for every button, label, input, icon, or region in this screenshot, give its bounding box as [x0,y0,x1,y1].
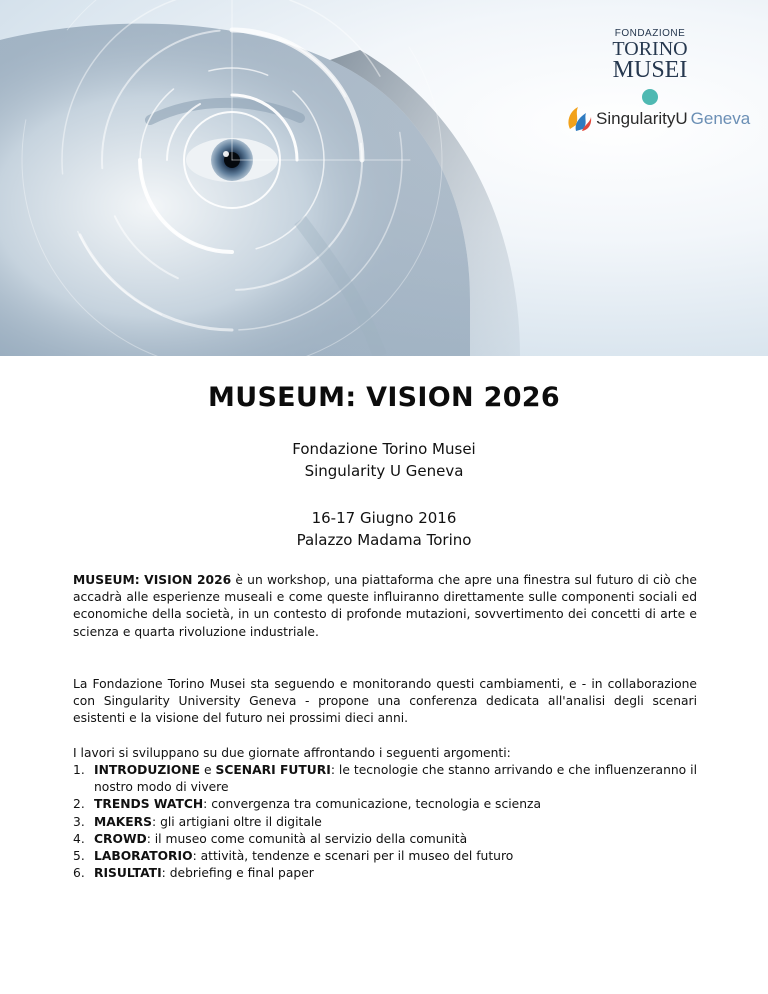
list-item-number: 3. [73,814,85,829]
list-item-title-2: SCENARI FUTURI [215,763,331,777]
hero-banner [0,0,768,356]
intro-paragraph-text: è un workshop, una piattaforma che apre una finestra sul futuro di ciò che accadrà alle esperienze museali e come queste influiranno direttamente sulle componenti sociali ed economiche della società, in un contesto di profonde mutazioni, sovvertimento dei concetti di arte e scienza e quarta rivoluzione industriale. [73,573,697,639]
singularity-name: SingularityU [596,109,688,128]
singularity-city: Geneva [690,109,751,128]
topics-intro-line: I lavori si sviluppano su due giornate affrontando i seguenti argomenti: [73,746,511,760]
list-item-text: : attività, tendenze e scenari per il museo del futuro [192,849,514,864]
list-item-title: TRENDS WATCH [94,797,204,812]
list-item-title: MAKERS [94,814,153,829]
singularityu-geneva-logo [566,104,750,134]
list-item-joiner: e [200,763,216,777]
list-item-title: LABORATORIO [94,849,193,864]
intro-paragraph [73,572,697,641]
list-item [73,814,697,831]
intro-paragraph-bold: MUSEUM: VISION 2026 [73,573,232,587]
event-dates: 16-17 Giugno 2016 [311,509,457,527]
page-title: MUSEUM: VISION 2026 [208,382,560,413]
list-item-number: 1. [73,763,85,777]
list-item-text: : convergenza tra comunicazione, tecnologia e scienza [203,797,541,812]
singularity-flame-icon [566,105,592,133]
list-item-title: INTRODUZIONE [94,763,201,777]
logo-torino-line: TORINO [612,38,688,60]
list-item-number: 4. [73,831,85,846]
list-item-text: : le tecnologie che stanno arrivando e che influenzeranno il nostro modo di vivere [94,763,697,795]
list-item-text: : gli artigiani oltre il digitale [152,814,322,829]
list-item [73,848,697,865]
organizer-line-1: Fondazione Torino Musei [292,440,476,458]
event-info-block [0,507,768,551]
list-item [73,796,697,813]
list-item [73,865,697,882]
logo-fondazione-line: FONDAZIONE [614,28,686,39]
logo-dot-icon [642,89,658,105]
organizers-block [0,438,768,482]
collaboration-paragraph: La Fondazione Torino Musei sta seguendo e monitorando questi cambiamenti, e - in collaborazione con Singularity University Geneva - propone una conferenza dedicata all'analisi degli scenari esistenti e la visione del futuro nei prossimi dieci anni. [73,677,697,726]
list-item-title: CROWD [94,831,147,846]
topics-list [73,762,697,882]
list-item-title: RISULTATI [94,866,162,881]
logo-musei-line: MUSEI [612,57,688,83]
fondazione-torino-musei-logo [605,28,695,105]
list-item-number: 6. [73,866,85,881]
list-item-number: 5. [73,849,85,864]
list-item-number: 2. [73,797,85,812]
list-item [73,762,697,796]
event-venue: Palazzo Madama Torino [296,531,472,549]
list-item-text: : debriefing e final paper [161,866,314,881]
list-item [73,831,697,848]
organizer-line-2: Singularity U Geneva [304,462,464,480]
list-item-text: : il museo come comunità al servizio della comunità [146,831,468,846]
